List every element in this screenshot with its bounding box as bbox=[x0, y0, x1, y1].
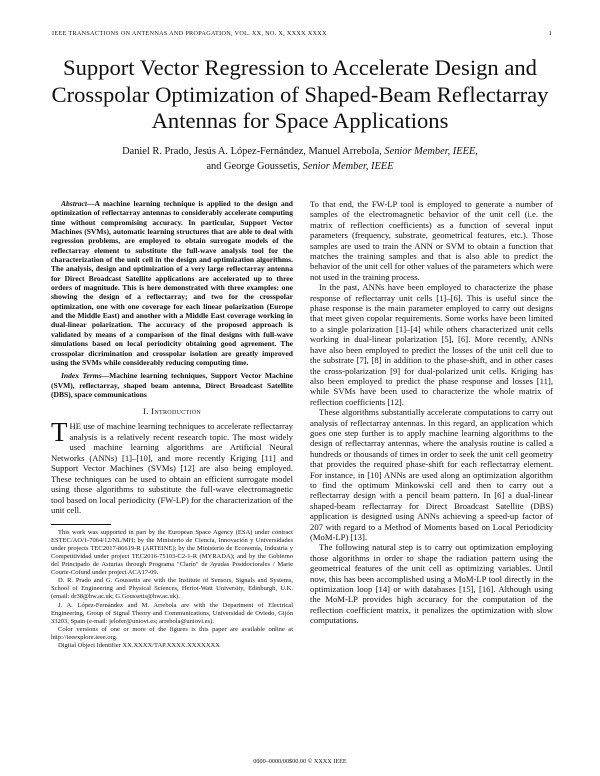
footnote-funding: This work was supported in part by the European Space Agency (ESA) under contract ESTEC/AO/1-7064/12/NL/MH; by the Ministerio de Ciencia, Innovación y Universidades under projects TEC2017-86619-R (ARTEINE); by the Ministerio de Economía, Industria y Competitividad under project TEC2016-75103-C2-1-R (MYRADA); and by the Gobierno del Principado de Asturias through Programa "Clarín" de Ayudas Postdoctorales / Marie Courie-Cofund under project ACA17-09. bbox=[51, 528, 293, 577]
left-column bbox=[51, 199, 293, 650]
abstract-text: —A machine learning technique is applied to the design and optimization of reflectarray antennas to considerably accelerate computing time without compromising accuracy. In particular, Support Vector Machines (SVMs), automatic learning structures that are able to deal with regression problems, are employed to obtain surrogate models of the reflectarray element to substitute the full-wave analysis tool for the characterization of the unit cell in the design and optimization algorithms. The analysis, design and optimization of a very large reflectarray antenna for Direct Broadcast Satellite applications are accelerated up to three orders of magnitude. This is here demonstrated with three examples: one showing the design of a reflectarray; and two for the crosspolar optimization, one with one coverage for each linear polarization (Europe and the Middle East) and another with a Middle East coverage working in dual-linear polarization. The accuracy of the proposed approach is validated by means of a comparison of the final designs with full-wave simulations based on local periodicity obtaining good agreement. The crosspolar dicrimination and crosspolar isolation are greatly improved using the SVMs while considerably reducing computing time. bbox=[51, 199, 293, 367]
footnote-rule bbox=[51, 524, 111, 525]
drop-cap: T bbox=[51, 417, 68, 448]
author-line-1 bbox=[40, 145, 560, 160]
body-paragraph: In the past, ANNs have been employed to characterize the phase response of reflectarray unit cells [1]–[6]. This is useful since the phase response is the main parameter employed to carry out designs that meet given copolar requirements. Some works have been limited to a single polarization [1]–[4] while others characterized unit cells working in dual-linear polarization [5], [6]. More recently, ANNs have also been employed to predict the losses of the unit cell due to the substrate [7], [8] in addition to the phase-shift, and in other cases the cross-polarization [9] for dual-polarized unit cells. Kriging has also been employed to predict the phase response and losses [11], while SVMs have been used to characterize the whole matrix of reflection coefficients [12]. bbox=[310, 282, 553, 407]
footnote-doi: Digital Object Identifier XX.XXXX/TAP.XXXX.XXXXXXX bbox=[58, 642, 220, 650]
index-terms-text: —Machine learning techniques, Support Vector Machine (SVM), reflectarray, shaped beam antenna, Direct Broadcast Satellite (DBS), space communications bbox=[51, 371, 293, 399]
index-terms bbox=[51, 371, 293, 399]
footnotes bbox=[51, 529, 293, 650]
body-paragraph: The following natural step is to carry out optimization employing those algorithms in order to shape the radiation pattern using the geometrical features of the unit cell as optimizing variables. Until now, this has been accomplished using a MoM-LP tool directly in the optimization loop [14] or with databases [15], [16]. Although using the MoM-LP provides high accuracy for the computation of the reflection coefficient matrix, it penalizes the optimization with slow computations. bbox=[310, 542, 553, 626]
journal-name: IEEE TRANSACTIONS ON ANTENNAS AND PROPAGATION, VOL. XX, NO. X, XXXX XXXX bbox=[52, 30, 327, 37]
running-head bbox=[52, 30, 552, 37]
paper-title: Support Vector Regression to Accelerate Design and Crosspolar Optimization of Shaped-Beam Reflectarray Antennas for Space Applications bbox=[51, 55, 549, 133]
right-column bbox=[310, 199, 553, 626]
abstract-lead: Abstract bbox=[61, 199, 87, 208]
section-heading-introduction: I. Introduction bbox=[142, 406, 202, 417]
page-number: 1 bbox=[548, 30, 552, 37]
introduction-text: use of machine learning techniques to accelerate reflectarray analysis is a relatively recent research topic. The most widely used machine learning algorithms are Artificial Neural Networks (ANNs) [1]–[10], and more recently Kriging [11] and Support Vector Machines (SVMs) [12] are also being employed. These techniques can be used to obtain an efficient surrogate model using those algorithms to substitute the full-wave electromagnetic tool based on local periodicity (FW-LP) for the characterization of the unit cell. bbox=[51, 421, 293, 516]
author-role-1: Senior Member, IEEE, bbox=[384, 146, 478, 157]
footnote-color-versions: Color versions of one or more of the figures is this paper are available online at http://ieeexplore.ieee.org. bbox=[51, 625, 293, 641]
copyright-footer: 0000–0000/00$00.00 © XXXX IEEE bbox=[253, 758, 347, 765]
author-line-2 bbox=[40, 160, 560, 175]
first-word-rest: HE bbox=[69, 421, 81, 432]
abstract bbox=[51, 199, 293, 367]
author-names-1: Daniel R. Prado, Jesús A. López-Fernández, Manuel Arrebola, bbox=[122, 146, 382, 157]
author-list bbox=[40, 145, 560, 174]
body-paragraph: These algorithms substantially accelerate computations to carry out analysis of reflectarray antennas. In this regard, an application which goes one step further is to apply machine learning algorithms to the design of reflectarray antennas, where the analysis routine is called a hundreds or thousands of times in order to seek the unit cell geometry that provides the required phase-shift for each reflectarray element. For instance, in [10] ANNs are used along an optimization algorithm to find the optimum Minkowski cell and then to carry out a reflectarray design with a pencil beam pattern. In [6] a dual-linear shaped-beam reflectarray for Direct Broadcast Satellite (DBS) application is designed using ANNs achieving a speed-up factor of 207 with regard to a Method of Moments based on Local Periodicity (MoM-LP) [13]. bbox=[310, 407, 553, 542]
body-paragraph: To that end, the FW-LP tool is employed to generate a number of samples of the electromagnetic behavior of the unit cell (i.e. the matrix of reflection coefficients) as a function of several input parameters (frequency, substrate, geometrical features, etc.). Those samples are used to train the ANN or SVM to obtain a function that matches the training samples and that is also able to predict the behavior of the unit cell for other values of the parameters which were not used in the training process. bbox=[310, 199, 553, 282]
author-names-2: and George Goussetis, bbox=[206, 160, 301, 172]
footnote-affiliation-2: J. A. López-Fernández and M. Arrebola are with the Department of Electrical Engineering, Group of Signal Theory and Communications, Universidad de Oviedo, Gijón 33203, Spain (e-mail: jelofer@uniovi.es; arrebola@uniovi.es). bbox=[51, 601, 293, 625]
index-terms-lead: Index Terms bbox=[61, 371, 102, 381]
introduction-paragraph bbox=[51, 417, 293, 516]
author-role-2: Senior Member, IEEE bbox=[302, 160, 394, 172]
footnote-affiliation-1: D. R. Prado and G. Goussetis are with the Institute of Sensors, Signals and Systems, School of Engineering and Physical Sciences, Heriot-Watt University, Edinburgh, U.K. (email: dr38@hw.ac.uk; G.Goussetis@hw.ac.uk). bbox=[51, 577, 293, 601]
